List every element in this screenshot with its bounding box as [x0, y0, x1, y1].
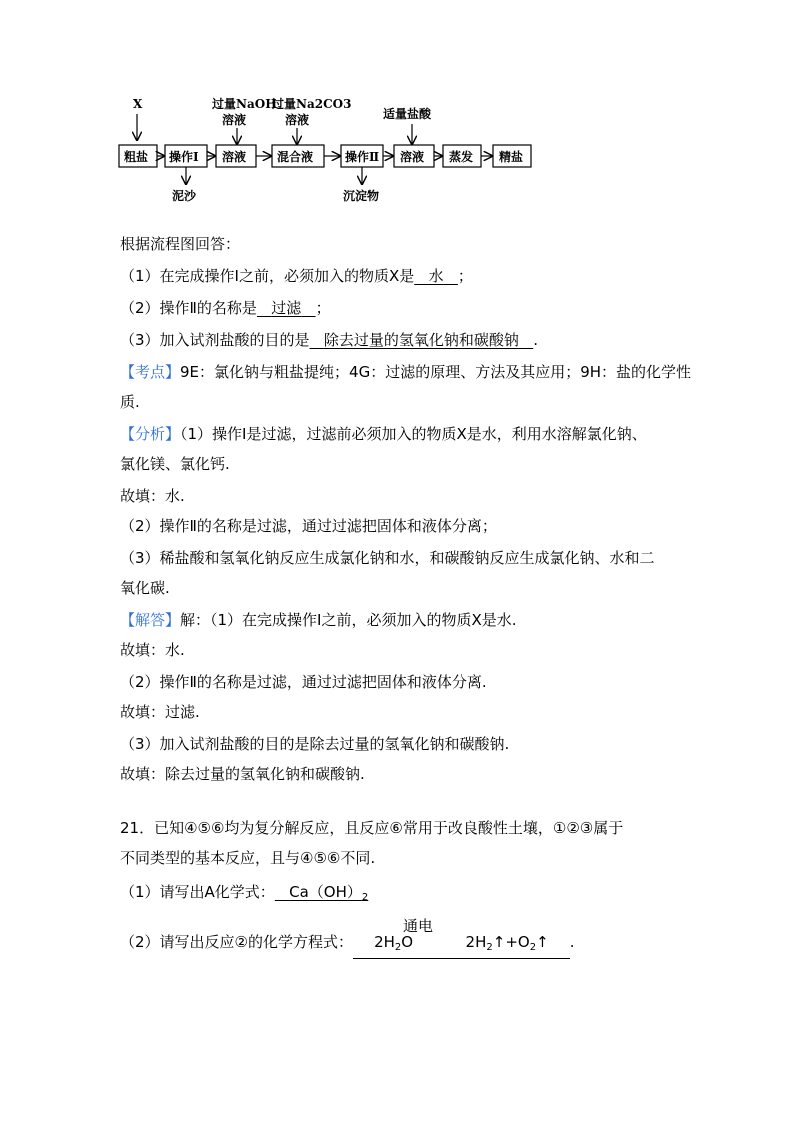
flow-box-mixture-label: 混合液	[277, 150, 314, 164]
fenxi-text: （1）操作Ⅰ是过滤，过滤前必须加入的物质X是水，利用水溶解氯化钠、	[180, 425, 647, 443]
condition-electrolysis: 通电	[403, 917, 434, 935]
fenxi-line4	[120, 548, 655, 568]
flow-naoh-label2: 溶液	[222, 113, 247, 127]
fenxi-line5	[120, 578, 170, 598]
kaodian-line2	[120, 392, 140, 412]
q2-prompt: （2）操作Ⅱ的名称是	[120, 299, 257, 317]
q21-part1-prompt: （1）请写出A化学式：	[120, 883, 275, 901]
jieda-text2: （2）操作Ⅱ的名称是过滤，通过过滤把固体和液体分离.	[120, 673, 487, 691]
fenxi-line3	[120, 516, 497, 536]
flow-hcl-label: 适量盐酸	[383, 107, 432, 121]
fill-line-3	[120, 702, 200, 722]
flow-naoh-label: 过量NaOH	[212, 97, 277, 111]
fill-line-4	[120, 764, 365, 784]
jieda-line	[120, 610, 517, 630]
q3-end: .	[533, 331, 538, 349]
question-2	[120, 298, 331, 318]
q21-part2-equation: $2H_2O$ 通电 $2H_2↑+O_2↑$	[353, 932, 570, 959]
q2-end: ；	[315, 299, 331, 317]
fill-text-4: 故填：除去过量的氢氧化钠和碳酸钠.	[120, 765, 365, 783]
kaodian-text2: 质.	[120, 393, 140, 411]
q21-part2	[120, 917, 575, 959]
fill-line-1	[120, 486, 185, 506]
fenxi-text3: （2）操作Ⅱ的名称是过滤，通过过滤把固体和液体分离；	[120, 517, 497, 535]
kaodian-line	[120, 362, 691, 382]
q21-part2-end: .	[569, 933, 575, 951]
q21-line2	[120, 848, 375, 868]
jieda-line3	[120, 734, 509, 754]
q3-answer: 除去过量的氢氧化钠和碳酸钠	[323, 331, 519, 349]
fill-text-1: 故填：水.	[120, 487, 185, 505]
q21-text: 21．已知④⑤⑥均为复分解反应，且反应⑥常用于改良酸性土壤，①②③属于	[120, 819, 624, 837]
fenxi-text5: 氧化碳.	[120, 579, 170, 597]
q21-line	[120, 818, 623, 838]
q2-answer: 过滤	[271, 299, 302, 317]
q21-part1	[120, 882, 368, 908]
q1-answer: 水	[428, 267, 444, 285]
jieda-text3: （3）加入试剂盐酸的目的是除去过量的氢氧化钠和碳酸钠.	[120, 735, 510, 753]
kaodian-tag: 【考点】	[120, 363, 181, 381]
kaodian-text: 9E：氯化钠与粗盐提纯；4G：过滤的原理、方法及其应用；9H：盐的化学性	[180, 363, 692, 381]
jieda-text: 解：（1）在完成操作Ⅰ之前，必须加入的物质X是水.	[180, 611, 517, 629]
q21-part1-answer: $Ca(OH)_2$	[289, 883, 369, 903]
flow-box-op2-label: 操作Ⅱ	[345, 150, 380, 164]
q1-end: ；	[457, 267, 473, 285]
question-1	[120, 266, 473, 286]
flow-na2co3-label: 过量Na2CO3	[272, 97, 352, 111]
fenxi-text2: 氯化镁、氯化钙.	[120, 455, 230, 473]
jieda-line2	[120, 672, 487, 692]
question-3	[120, 330, 538, 350]
fenxi-text4: （3）稀盐酸和氢氧化钠反应生成氯化钠和水，和碳酸钠反应生成氯化钠、水和二	[120, 549, 655, 567]
fill-text-2: 故填：水.	[120, 641, 185, 659]
q1-prompt: （1）在完成操作Ⅰ之前，必须加入的物质X是	[120, 267, 415, 285]
q21-text2: 不同类型的基本反应，且与④⑤⑥不同.	[120, 849, 376, 867]
flow-box-evaporate-label: 蒸发	[449, 150, 474, 164]
flow-box-solution1-label: 溶液	[222, 150, 247, 164]
flow-mud-label: 泥沙	[172, 189, 197, 203]
fill-line-2	[120, 640, 185, 660]
fenxi-line2	[120, 454, 230, 474]
intro-line	[120, 234, 240, 254]
flow-diagram	[0, 0, 800, 220]
flow-box-op1-label: 操作Ⅰ	[169, 150, 199, 164]
flow-na2co3-label2: 溶液	[285, 113, 310, 127]
flow-box-fine-salt-label: 精盐	[499, 150, 524, 164]
flow-precipitate-label: 沉淀物	[343, 189, 380, 203]
q21-part2-prompt: （2）请写出反应②的化学方程式：	[120, 933, 353, 951]
intro-text: 根据流程图回答：	[120, 235, 241, 253]
flow-box-crude-salt-label: 粗盐	[124, 150, 149, 164]
q3-prompt: （3）加入试剂盐酸的目的是	[120, 331, 310, 349]
jieda-tag: 【解答】	[120, 611, 181, 629]
fenxi-tag: 【分析】	[120, 425, 181, 443]
flow-box-solution2-label: 溶液	[400, 150, 425, 164]
fill-text-3: 故填：过滤.	[120, 703, 200, 721]
fenxi-line	[120, 424, 647, 444]
flow-x-label: X	[133, 97, 143, 111]
